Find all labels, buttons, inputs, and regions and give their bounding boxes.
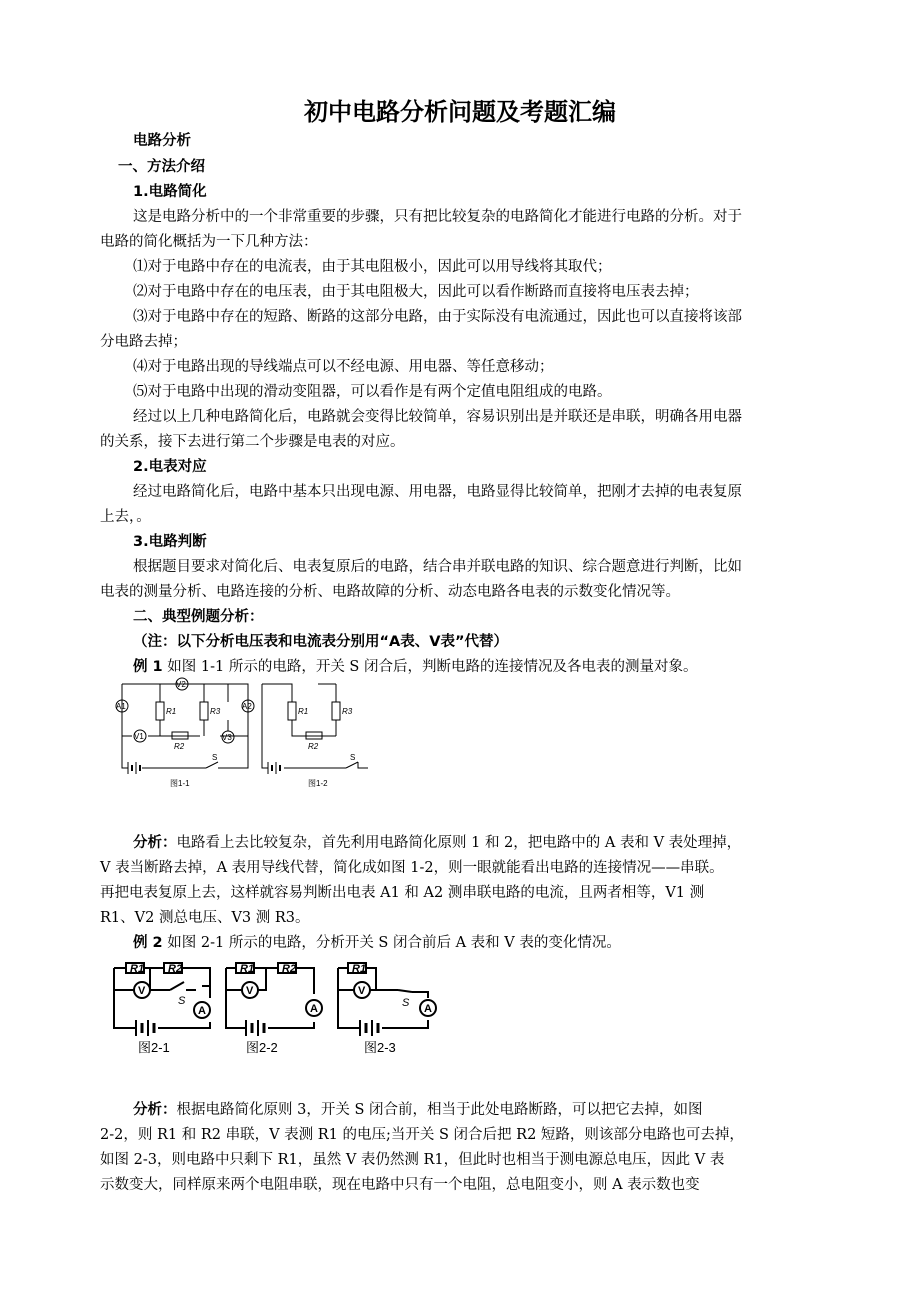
- note: （注：以下分析电压表和电流表分别用“A表、V表”代替）: [133, 634, 509, 650]
- s-label-2-1: S: [178, 995, 186, 1007]
- r1-label: R1: [166, 707, 177, 716]
- caption-2-2: 图2-2: [246, 1040, 278, 1055]
- example-2: [133, 933, 621, 953]
- figure-1: [108, 676, 368, 794]
- r2-label-b: R2: [308, 742, 319, 751]
- example-2-text: 如图 2-1 所示的电路，分析开关 S 闭合前后 A 表和 V 表的变化情况。: [167, 935, 621, 951]
- circuit-1-1: [116, 678, 254, 774]
- caption-2-1: 图2-1: [138, 1040, 170, 1055]
- a-label-2-1: A: [198, 1005, 206, 1017]
- paragraph-line: 如图 2-3，则电路中只剩下 R1，虽然 V 表仍然测 R1，但此时也相当于测电源总电压，因此 V 表: [100, 1152, 725, 1168]
- paragraph-line: V 表当断路去掉，A 表用导线代替，简化成如图 1-2，则一眼就能看出电路的连接情况——串联。: [100, 860, 724, 876]
- r1-label-b: R1: [298, 707, 309, 716]
- a1-label: A1: [116, 702, 126, 711]
- r3-label: R3: [210, 707, 221, 716]
- r3-label-b: R3: [342, 707, 353, 716]
- v-label-2-3: V: [358, 985, 366, 997]
- caption-2-3: 图2-3: [364, 1040, 396, 1055]
- caption-1-2: 图1-2: [308, 779, 328, 788]
- analysis-1: [133, 833, 741, 853]
- v2-label: V2: [176, 680, 186, 689]
- r1-label-2-2: R1: [240, 963, 255, 975]
- example-1-label: 例 1: [133, 659, 163, 675]
- analysis-2-label: 分析：: [133, 1102, 177, 1118]
- paragraph-line: 经过以上几种电路简化后，电路就会变得比较简单，容易识别出是并联还是串联，明确各用电器: [133, 409, 742, 425]
- paragraph-line: 根据题目要求对简化后、电表复原后的电路，结合串并联电路的知识、综合题意进行判断，比如: [133, 559, 742, 575]
- v-label-2-1: V: [138, 985, 146, 997]
- switch-label-b: S: [350, 753, 356, 762]
- page-title: 初中电路分析问题及考题汇编: [304, 98, 616, 126]
- heading-judge: 3.电路判断: [133, 534, 207, 550]
- r1-label-2-3: R1: [352, 963, 367, 975]
- heading-examples: 二、典型例题分析：: [133, 609, 264, 625]
- example-1-text: 如图 1-1 所示的电路，开关 S 闭合后，判断电路的连接情况及各电表的测量对象。: [167, 659, 698, 675]
- heading-meter: 2.电表对应: [133, 459, 207, 475]
- r2-label-2-1: R2: [168, 963, 183, 975]
- paragraph-line: 的关系，接下去进行第二个步骤是电表的对应。: [100, 434, 405, 450]
- analysis-2: [133, 1100, 702, 1120]
- paragraph-line: 2-2，则 R1 和 R2 串联，V 表测 R1 的电压;当开关 S 闭合后把 R2 短路，则该部分电路也可去掉，: [100, 1127, 744, 1143]
- r2-label: R2: [174, 742, 185, 751]
- method-item-3: ⑶对于电路中存在的短路、断路的这部分电路，由于实际没有电流通过，因此也可以直接将该部: [133, 309, 742, 325]
- paragraph-line: 电表的测量分析、电路连接的分析、电路故障的分析、动态电路各电表的示数变化情况等。: [100, 584, 680, 600]
- a2-label: A2: [242, 702, 252, 711]
- paragraph-line: 示数变大，同样原来两个电阻串联，现在电路中只有一个电阻，总电阻变小，则 A 表示数也变: [100, 1177, 700, 1193]
- analysis-2-text: 根据电路简化原则 3，开关 S 闭合前，相当于此处电路断路，可以把它去掉，如图: [176, 1102, 703, 1118]
- method-item-1: ⑴对于电路中存在的电流表，由于其电阻极小，因此可以用导线将其取代；: [133, 259, 612, 275]
- s-label-2-3: S: [402, 997, 410, 1009]
- r2-label-2-2: R2: [282, 963, 297, 975]
- v3-label: V3: [222, 733, 232, 742]
- r1-label-2-1: R1: [130, 963, 145, 975]
- section-heading: 电路分析: [133, 133, 191, 149]
- paragraph-line: 再把电表复原上去，这样就容易判断出电表 A1 和 A2 测串联电路的电流，且两者相等，V1 测: [100, 885, 705, 901]
- example-1: [133, 657, 697, 677]
- circuit-2-1: [114, 963, 210, 1036]
- paragraph-line: 经过电路简化后，电路中基本只出现电源、用电器，电路显得比较简单，把刚才去掉的电表复原: [133, 484, 742, 500]
- heading-simplify: 1.电路简化: [133, 184, 207, 200]
- paragraph-line: R1、V2 测总电压、V3 测 R3。: [100, 910, 310, 926]
- method-item-4: ⑷对于电路出现的导线端点可以不经电源、用电器、等任意移动；: [133, 359, 554, 375]
- v1-label: V1: [134, 732, 144, 741]
- paragraph-line: 这是电路分析中的一个非常重要的步骤，只有把比较复杂的电路简化才能进行电路的分析。对于: [133, 209, 742, 225]
- example-2-label: 例 2: [133, 935, 163, 951]
- method-item-2: ⑵对于电路中存在的电压表，由于其电阻极大，因此可以看作断路而直接将电压表去掉；: [133, 284, 699, 300]
- figure-2: [106, 956, 446, 1058]
- switch-label: S: [212, 753, 218, 762]
- a-label-2-2: A: [310, 1003, 318, 1015]
- v-label-2-2: V: [246, 985, 254, 997]
- paragraph-line: 上去，。: [100, 509, 151, 525]
- heading-methods: 一、方法介绍: [118, 159, 205, 175]
- analysis-1-text: 电路看上去比较复杂，首先利用电路简化原则 1 和 2，把电路中的 A 表和 V 表处理掉，: [176, 835, 742, 851]
- a-label-2-3: A: [424, 1003, 432, 1015]
- analysis-1-label: 分析：: [133, 835, 177, 851]
- caption-1-1: 图1-1: [170, 779, 190, 788]
- method-item-3-cont: 分电路去掉；: [100, 334, 187, 350]
- method-item-5: ⑸对于电路中出现的滑动变阻器，可以看作是有两个定值电阻组成的电路。: [133, 384, 612, 400]
- paragraph-line: 电路的简化概括为一下几种方法：: [100, 234, 318, 250]
